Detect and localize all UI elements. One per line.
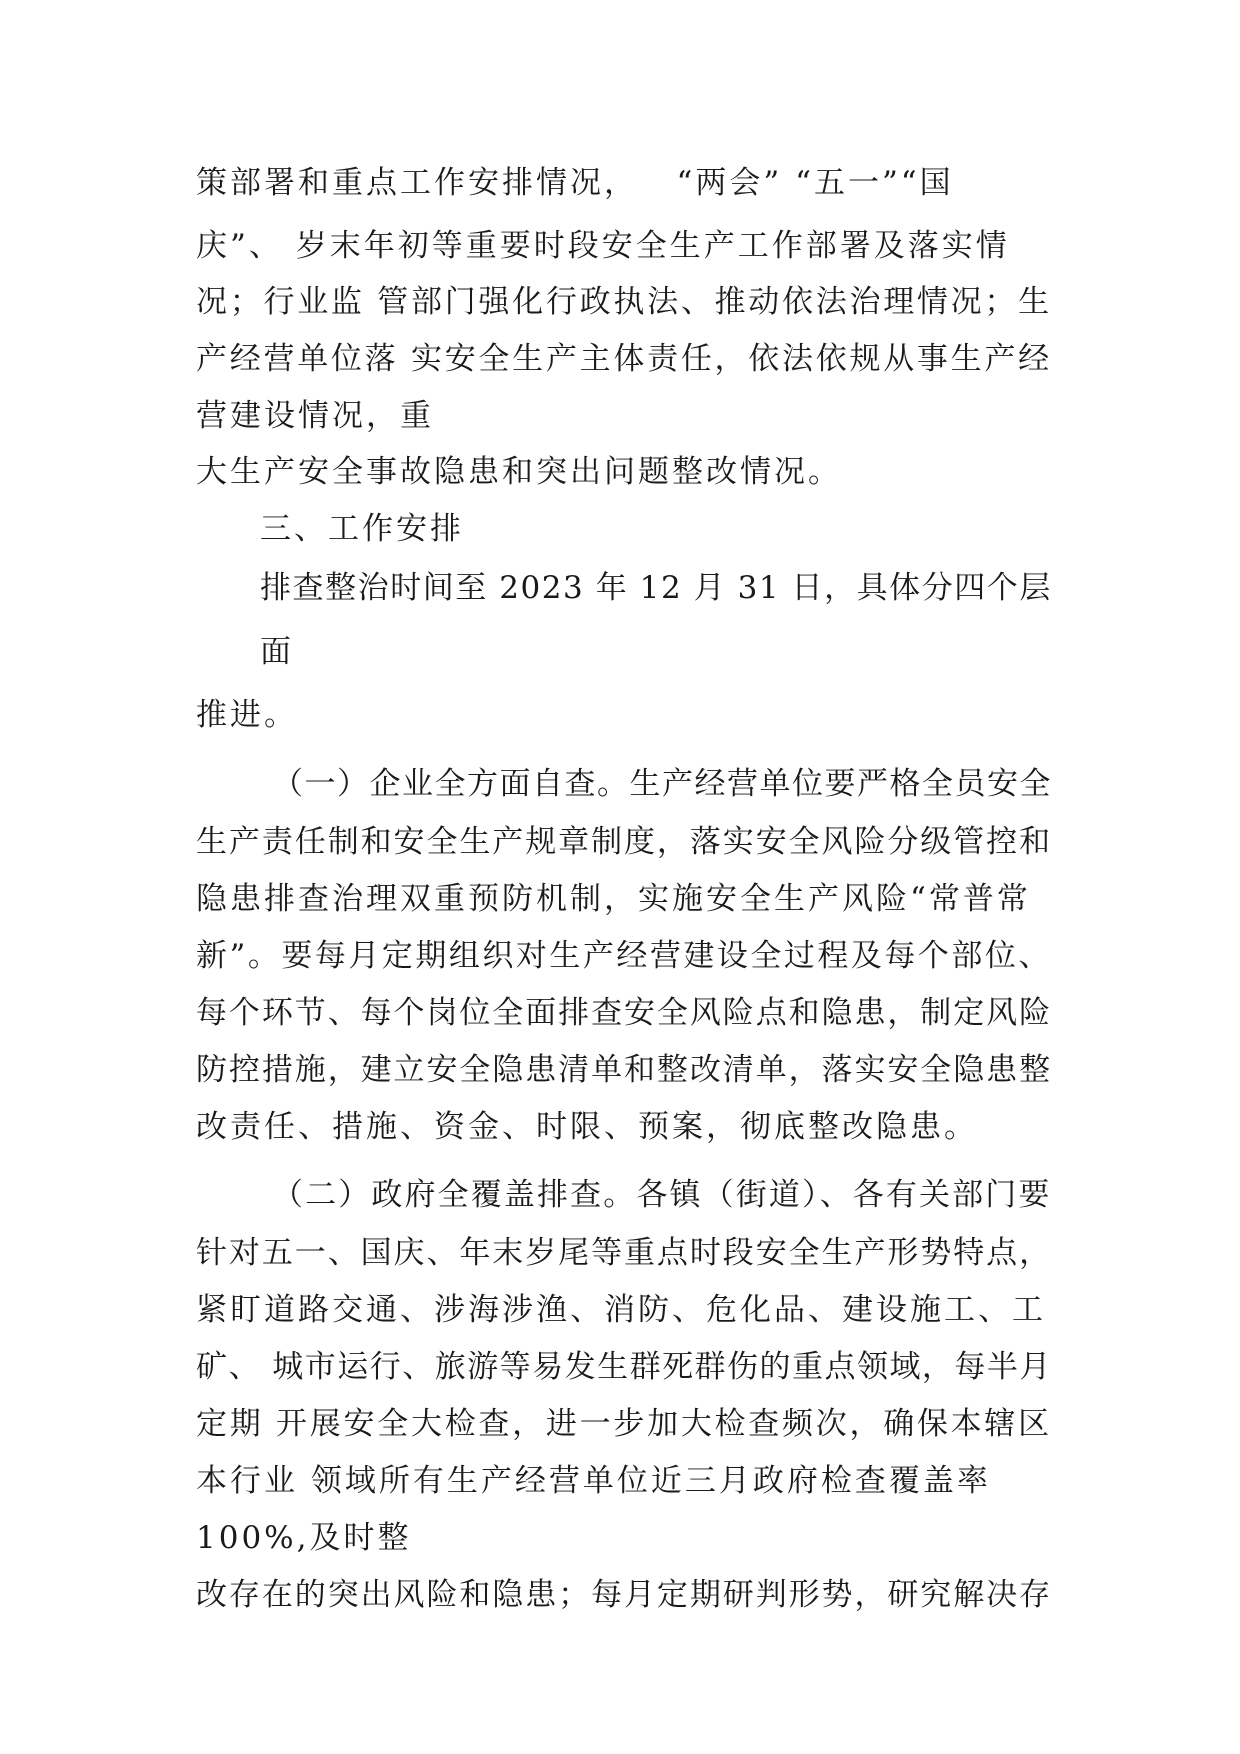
text-line: 防控措施，建立安全隐患清单和整改清单，落实安全隐患整 [196,1052,1052,1088]
text-line: 况；行业监 管部门强化行政执法、推动依法治理情况；生 [196,284,1052,320]
text-line: 策部署和重点工作安排情况， “两会” “五一”“国 [196,165,954,201]
section-heading: 三、工作安排 [260,511,464,547]
text-line: 生产责任制和安全生产规章制度，落实安全风险分级管控和 [196,824,1052,860]
text-line: 大生产安全事故隐患和突出问题整改情况。 [196,454,842,490]
text-line: 营建设情况，重 [196,398,434,434]
text-line: 排查整治时间至 2023 年 12 月 31 日，具体分四个层 [260,570,1052,606]
text-line: 本行业 领域所有生产经营单位近三月政府检查覆盖率 [196,1463,991,1499]
text-line: 推进。 [196,697,298,733]
text-line: 庆”、 岁末年初等重要时段安全生产工作部署及落实情 [196,228,1010,264]
subsection-paragraph-start: （一）企业全方面自查。生产经营单位要严格全员安全 [272,766,1052,802]
text-line: 每个环节、每个岗位全面排查安全风险点和隐患，制定风险 [196,995,1052,1031]
text-line: 隐患排查治理双重预防机制，实施安全生产风险“常普常 [196,881,1031,917]
text-line: 改存在的突出风险和隐患；每月定期研判形势，研究解决存 [196,1577,1052,1613]
text-line: 面 [260,634,294,670]
text-line: 产经营单位落 实安全生产主体责任，依法依规从事生产经 [196,341,1052,377]
text-line: 100%,及时整 [196,1520,412,1556]
subsection-paragraph-start: （二）政府全覆盖排查。各镇（街道）、各有关部门要 [272,1177,1052,1213]
text-line: 紧盯道路交通、涉海涉渔、消防、危化品、建设施工、工 [196,1292,1046,1328]
text-line: 针对五一、国庆、年末岁尾等重点时段安全生产形势特点， [196,1235,1052,1271]
text-line: 改责任、措施、资金、时限、预案，彻底整改隐患。 [196,1109,978,1145]
text-line: 矿、 城市运行、旅游等易发生群死群伤的重点领域，每半月 [196,1349,1052,1385]
text-line: 定期 开展安全大检查，进一步加大检查频次，确保本辖区 [196,1406,1052,1442]
text-line: 新”。要每月定期组织对生产经营建设全过程及每个部位、 [196,938,1052,974]
